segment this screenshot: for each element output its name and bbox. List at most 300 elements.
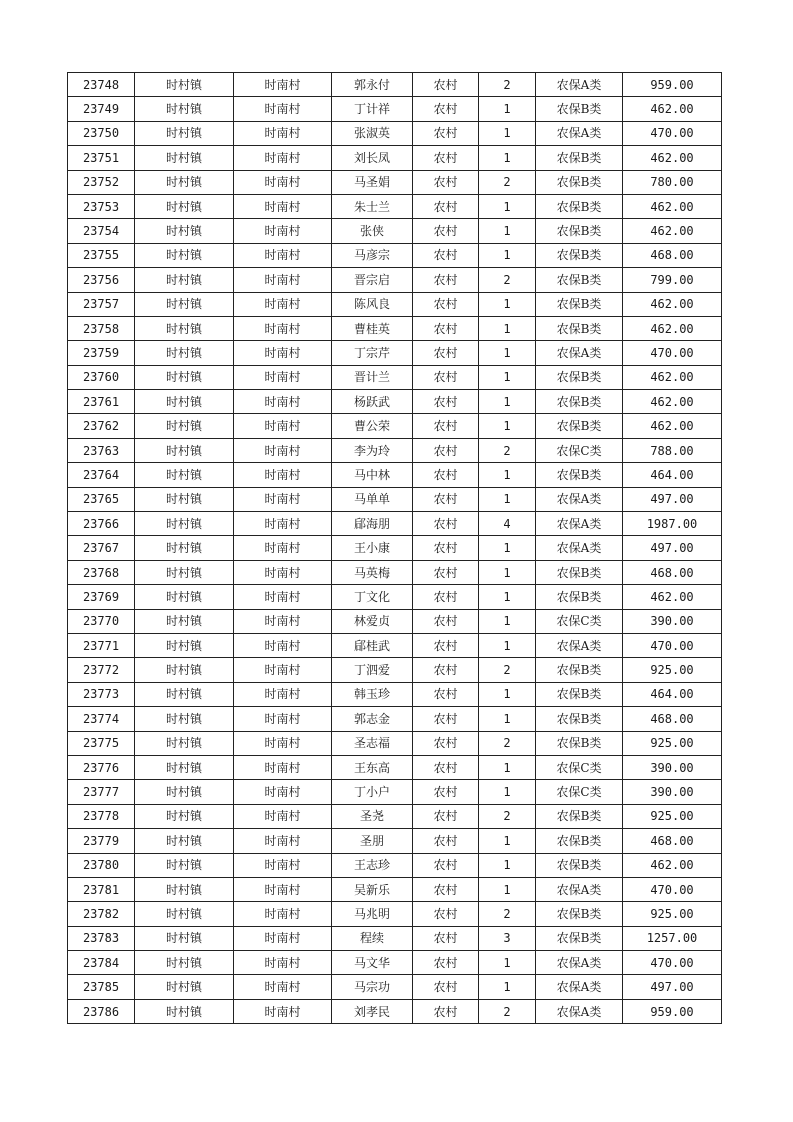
cell-amount: 464.00 [623,463,722,487]
cell-town: 时村镇 [135,609,234,633]
cell-town: 时村镇 [135,536,234,560]
cell-count: 1 [479,194,536,218]
cell-category: 农保C类 [536,755,623,779]
cell-type: 农村 [413,560,479,584]
cell-type: 农村 [413,609,479,633]
cell-name: 马圣娟 [332,170,413,194]
cell-amount: 462.00 [623,292,722,316]
cell-amount: 959.00 [623,73,722,97]
cell-name: 马宗功 [332,975,413,999]
cell-id: 23754 [68,219,135,243]
cell-id: 23778 [68,804,135,828]
cell-count: 1 [479,951,536,975]
cell-id: 23769 [68,585,135,609]
cell-name: 李为玲 [332,438,413,462]
cell-town: 时村镇 [135,316,234,340]
cell-type: 农村 [413,877,479,901]
cell-name: 曹公荣 [332,414,413,438]
cell-category: 农保B类 [536,804,623,828]
table-row [68,536,722,560]
cell-category: 农保B类 [536,268,623,292]
cell-village: 时南村 [234,390,332,414]
cell-town: 时村镇 [135,121,234,145]
table-row [68,170,722,194]
cell-count: 1 [479,487,536,511]
cell-id: 23748 [68,73,135,97]
cell-id: 23749 [68,97,135,121]
cell-category: 农保A类 [536,121,623,145]
table-row [68,341,722,365]
cell-count: 2 [479,438,536,462]
cell-town: 时村镇 [135,853,234,877]
cell-village: 时南村 [234,97,332,121]
cell-type: 农村 [413,97,479,121]
table-row [68,902,722,926]
cell-type: 农村 [413,780,479,804]
cell-type: 农村 [413,853,479,877]
cell-amount: 462.00 [623,585,722,609]
cell-category: 农保B类 [536,243,623,267]
cell-name: 晋计兰 [332,365,413,389]
cell-name: 丁泗爱 [332,658,413,682]
cell-name: 圣志福 [332,731,413,755]
cell-amount: 925.00 [623,658,722,682]
cell-amount: 497.00 [623,975,722,999]
table-row [68,512,722,536]
cell-id: 23764 [68,463,135,487]
cell-town: 时村镇 [135,707,234,731]
table-row [68,999,722,1023]
table-row [68,316,722,340]
table-row [68,829,722,853]
cell-id: 23751 [68,146,135,170]
cell-town: 时村镇 [135,341,234,365]
table-row [68,97,722,121]
cell-name: 张侠 [332,219,413,243]
cell-amount: 462.00 [623,390,722,414]
table-row [68,731,722,755]
cell-count: 2 [479,731,536,755]
cell-type: 农村 [413,487,479,511]
cell-category: 农保B类 [536,316,623,340]
cell-amount: 1987.00 [623,512,722,536]
cell-town: 时村镇 [135,658,234,682]
cell-category: 农保B类 [536,97,623,121]
cell-category: 农保B类 [536,658,623,682]
cell-type: 农村 [413,804,479,828]
cell-count: 1 [479,755,536,779]
cell-town: 时村镇 [135,975,234,999]
cell-town: 时村镇 [135,219,234,243]
cell-town: 时村镇 [135,731,234,755]
cell-name: 马单单 [332,487,413,511]
cell-id: 23767 [68,536,135,560]
cell-category: 农保B类 [536,585,623,609]
cell-type: 农村 [413,390,479,414]
cell-count: 1 [479,243,536,267]
cell-type: 农村 [413,316,479,340]
cell-count: 1 [479,829,536,853]
cell-town: 时村镇 [135,512,234,536]
cell-name: 王东高 [332,755,413,779]
cell-name: 晋宗启 [332,268,413,292]
cell-amount: 959.00 [623,999,722,1023]
cell-count: 1 [479,390,536,414]
cell-type: 农村 [413,73,479,97]
cell-name: 郭志金 [332,707,413,731]
cell-count: 1 [479,853,536,877]
cell-type: 农村 [413,414,479,438]
cell-village: 时南村 [234,341,332,365]
cell-village: 时南村 [234,975,332,999]
table-row [68,268,722,292]
cell-village: 时南村 [234,853,332,877]
cell-category: 农保B类 [536,707,623,731]
cell-type: 农村 [413,999,479,1023]
cell-town: 时村镇 [135,194,234,218]
cell-count: 3 [479,926,536,950]
cell-name: 林爱贞 [332,609,413,633]
cell-count: 4 [479,512,536,536]
data-table [67,72,722,1024]
cell-id: 23757 [68,292,135,316]
cell-name: 马中林 [332,463,413,487]
cell-town: 时村镇 [135,292,234,316]
cell-category: 农保B类 [536,219,623,243]
cell-type: 农村 [413,292,479,316]
cell-id: 23780 [68,853,135,877]
cell-id: 23782 [68,902,135,926]
cell-town: 时村镇 [135,902,234,926]
cell-village: 时南村 [234,877,332,901]
cell-count: 2 [479,170,536,194]
cell-village: 时南村 [234,829,332,853]
cell-amount: 925.00 [623,731,722,755]
cell-type: 农村 [413,951,479,975]
cell-amount: 462.00 [623,316,722,340]
cell-name: 圣尧 [332,804,413,828]
cell-category: 农保B类 [536,682,623,706]
cell-amount: 468.00 [623,707,722,731]
cell-village: 时南村 [234,438,332,462]
cell-name: 王志珍 [332,853,413,877]
cell-id: 23777 [68,780,135,804]
cell-amount: 497.00 [623,536,722,560]
cell-amount: 462.00 [623,146,722,170]
cell-amount: 464.00 [623,682,722,706]
table-row [68,463,722,487]
table-row [68,682,722,706]
cell-count: 2 [479,268,536,292]
table-row [68,292,722,316]
table-row [68,853,722,877]
cell-type: 农村 [413,658,479,682]
cell-village: 时南村 [234,731,332,755]
cell-id: 23762 [68,414,135,438]
cell-type: 农村 [413,438,479,462]
cell-name: 刘孝民 [332,999,413,1023]
cell-town: 时村镇 [135,146,234,170]
cell-count: 1 [479,609,536,633]
cell-id: 23773 [68,682,135,706]
cell-id: 23752 [68,170,135,194]
cell-category: 农保B类 [536,292,623,316]
cell-id: 23770 [68,609,135,633]
cell-village: 时南村 [234,560,332,584]
cell-id: 23750 [68,121,135,145]
cell-name: 刘长凤 [332,146,413,170]
cell-amount: 462.00 [623,414,722,438]
cell-category: 农保A类 [536,536,623,560]
cell-village: 时南村 [234,365,332,389]
cell-amount: 390.00 [623,755,722,779]
cell-count: 1 [479,414,536,438]
cell-village: 时南村 [234,268,332,292]
cell-category: 农保B类 [536,414,623,438]
cell-village: 时南村 [234,463,332,487]
cell-amount: 925.00 [623,804,722,828]
table-row [68,390,722,414]
cell-type: 农村 [413,975,479,999]
cell-category: 农保A类 [536,341,623,365]
cell-type: 农村 [413,633,479,657]
cell-name: 丁计祥 [332,97,413,121]
cell-amount: 925.00 [623,902,722,926]
cell-village: 时南村 [234,146,332,170]
cell-category: 农保A类 [536,633,623,657]
cell-id: 23774 [68,707,135,731]
cell-village: 时南村 [234,219,332,243]
cell-type: 农村 [413,755,479,779]
cell-category: 农保B类 [536,365,623,389]
cell-id: 23784 [68,951,135,975]
cell-amount: 468.00 [623,829,722,853]
cell-id: 23786 [68,999,135,1023]
cell-type: 农村 [413,170,479,194]
cell-town: 时村镇 [135,463,234,487]
cell-count: 1 [479,292,536,316]
cell-count: 1 [479,97,536,121]
cell-amount: 462.00 [623,365,722,389]
cell-town: 时村镇 [135,170,234,194]
cell-type: 农村 [413,829,479,853]
table-row [68,438,722,462]
cell-village: 时南村 [234,536,332,560]
cell-count: 1 [479,877,536,901]
cell-town: 时村镇 [135,585,234,609]
cell-village: 时南村 [234,414,332,438]
cell-town: 时村镇 [135,829,234,853]
cell-amount: 468.00 [623,560,722,584]
cell-town: 时村镇 [135,560,234,584]
cell-count: 1 [479,682,536,706]
cell-id: 23761 [68,390,135,414]
cell-town: 时村镇 [135,877,234,901]
cell-type: 农村 [413,243,479,267]
cell-village: 时南村 [234,658,332,682]
cell-id: 23753 [68,194,135,218]
cell-village: 时南村 [234,902,332,926]
table-row [68,414,722,438]
cell-count: 1 [479,633,536,657]
cell-village: 时南村 [234,682,332,706]
cell-count: 1 [479,536,536,560]
cell-village: 时南村 [234,633,332,657]
cell-amount: 390.00 [623,780,722,804]
cell-amount: 497.00 [623,487,722,511]
table-row [68,755,722,779]
cell-village: 时南村 [234,512,332,536]
cell-type: 农村 [413,512,479,536]
cell-id: 23759 [68,341,135,365]
cell-type: 农村 [413,194,479,218]
cell-id: 23779 [68,829,135,853]
cell-name: 张淑英 [332,121,413,145]
cell-category: 农保C类 [536,609,623,633]
cell-village: 时南村 [234,585,332,609]
cell-town: 时村镇 [135,97,234,121]
cell-amount: 799.00 [623,268,722,292]
cell-id: 23758 [68,316,135,340]
cell-name: 马英梅 [332,560,413,584]
cell-village: 时南村 [234,121,332,145]
cell-name: 郭永付 [332,73,413,97]
cell-category: 农保A类 [536,975,623,999]
cell-type: 农村 [413,219,479,243]
cell-town: 时村镇 [135,73,234,97]
table-row [68,609,722,633]
cell-name: 丁小户 [332,780,413,804]
cell-village: 时南村 [234,999,332,1023]
table-row [68,219,722,243]
cell-amount: 470.00 [623,341,722,365]
table-row [68,633,722,657]
cell-category: 农保B类 [536,194,623,218]
cell-name: 王小康 [332,536,413,560]
cell-amount: 470.00 [623,633,722,657]
cell-category: 农保C类 [536,780,623,804]
cell-amount: 780.00 [623,170,722,194]
cell-type: 农村 [413,585,479,609]
cell-amount: 462.00 [623,219,722,243]
cell-village: 时南村 [234,755,332,779]
cell-name: 马兆明 [332,902,413,926]
cell-count: 1 [479,316,536,340]
cell-type: 农村 [413,121,479,145]
table-row [68,877,722,901]
cell-count: 2 [479,658,536,682]
cell-id: 23763 [68,438,135,462]
cell-town: 时村镇 [135,414,234,438]
cell-type: 农村 [413,463,479,487]
cell-amount: 470.00 [623,877,722,901]
cell-count: 1 [479,707,536,731]
cell-town: 时村镇 [135,755,234,779]
cell-category: 农保A类 [536,73,623,97]
cell-name: 陈风良 [332,292,413,316]
cell-name: 程续 [332,926,413,950]
table-body [68,73,722,1024]
cell-name: 圣朋 [332,829,413,853]
cell-amount: 462.00 [623,194,722,218]
cell-village: 时南村 [234,292,332,316]
table-row [68,560,722,584]
cell-village: 时南村 [234,194,332,218]
cell-category: 农保B类 [536,560,623,584]
cell-village: 时南村 [234,243,332,267]
cell-name: 丁文化 [332,585,413,609]
cell-village: 时南村 [234,487,332,511]
cell-id: 23783 [68,926,135,950]
cell-id: 23776 [68,755,135,779]
cell-type: 农村 [413,682,479,706]
table-row [68,926,722,950]
cell-category: 农保B类 [536,902,623,926]
cell-id: 23755 [68,243,135,267]
cell-count: 1 [479,341,536,365]
cell-amount: 390.00 [623,609,722,633]
cell-id: 23766 [68,512,135,536]
cell-category: 农保B类 [536,853,623,877]
cell-village: 时南村 [234,804,332,828]
cell-category: 农保A类 [536,512,623,536]
cell-count: 1 [479,463,536,487]
cell-category: 农保B类 [536,829,623,853]
cell-count: 1 [479,585,536,609]
cell-amount: 470.00 [623,121,722,145]
cell-town: 时村镇 [135,390,234,414]
cell-name: 马文华 [332,951,413,975]
cell-id: 23781 [68,877,135,901]
cell-type: 农村 [413,902,479,926]
cell-count: 2 [479,73,536,97]
cell-category: 农保B类 [536,146,623,170]
cell-type: 农村 [413,365,479,389]
cell-town: 时村镇 [135,438,234,462]
cell-count: 1 [479,219,536,243]
cell-town: 时村镇 [135,487,234,511]
cell-town: 时村镇 [135,268,234,292]
table-row [68,194,722,218]
cell-amount: 462.00 [623,97,722,121]
cell-count: 1 [479,975,536,999]
table-row [68,585,722,609]
cell-count: 1 [479,780,536,804]
cell-count: 1 [479,121,536,145]
cell-count: 2 [479,902,536,926]
cell-village: 时南村 [234,926,332,950]
cell-name: 朱士兰 [332,194,413,218]
cell-town: 时村镇 [135,780,234,804]
cell-category: 农保B类 [536,463,623,487]
cell-category: 农保A类 [536,999,623,1023]
cell-town: 时村镇 [135,926,234,950]
cell-amount: 462.00 [623,853,722,877]
cell-name: 杨跃武 [332,390,413,414]
table-row [68,975,722,999]
cell-village: 时南村 [234,780,332,804]
cell-category: 农保A类 [536,951,623,975]
cell-name: 曹桂英 [332,316,413,340]
cell-village: 时南村 [234,316,332,340]
cell-town: 时村镇 [135,804,234,828]
cell-name: 吴新乐 [332,877,413,901]
cell-town: 时村镇 [135,682,234,706]
table-row [68,707,722,731]
cell-name: 韩玉珍 [332,682,413,706]
cell-town: 时村镇 [135,633,234,657]
cell-count: 2 [479,804,536,828]
